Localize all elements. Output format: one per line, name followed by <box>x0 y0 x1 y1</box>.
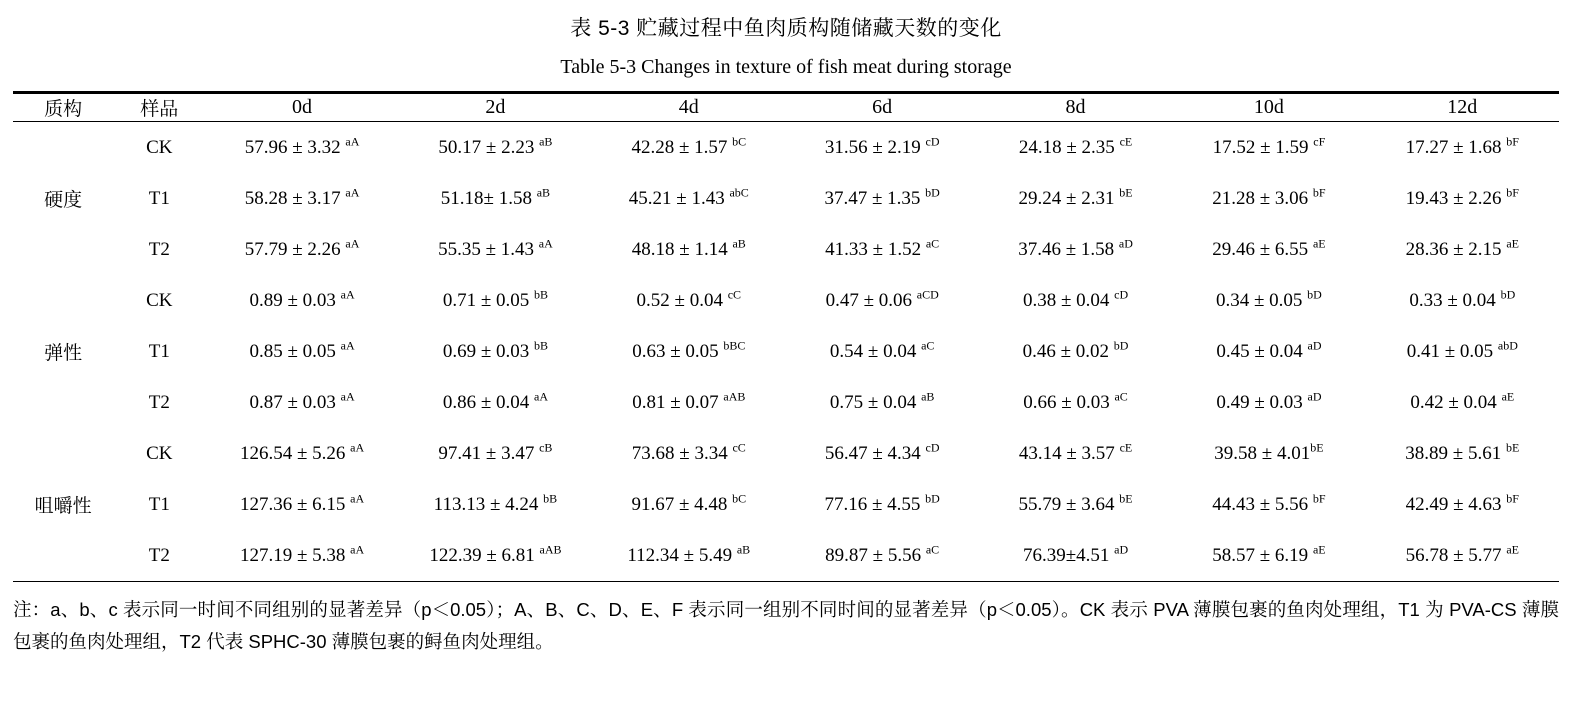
measurement-cell <box>592 428 785 479</box>
measurement-cell <box>1366 173 1559 224</box>
measurement-cell <box>205 173 398 224</box>
measurement-value: 50.17 ± 2.23 <box>438 136 540 158</box>
measurement-value: 0.49 ± 0.03 <box>1216 391 1308 413</box>
measurement-value: 0.69 ± 0.03 <box>442 340 534 362</box>
measurement-cell <box>785 122 978 174</box>
measurement-cell <box>592 377 785 428</box>
measurement-cell <box>592 173 785 224</box>
header-cell-day4: 4d <box>592 94 785 122</box>
measurement-value: 24.18 ± 2.35 <box>1018 136 1120 158</box>
measurement-value: 112.34 ± 5.49 <box>627 544 737 566</box>
measurement-cell <box>1366 275 1559 326</box>
significance-marker: aAB <box>723 389 746 404</box>
significance-marker: aA <box>350 542 365 557</box>
significance-marker: bB <box>543 491 558 506</box>
table-bottom-rule <box>13 582 1559 583</box>
measurement-value: 0.85 ± 0.05 <box>249 340 341 362</box>
measurement-value: 0.46 ± 0.02 <box>1022 340 1114 362</box>
significance-marker: bD <box>1307 287 1322 302</box>
measurement-cell <box>399 275 592 326</box>
significance-marker: bD <box>925 185 940 200</box>
measurement-cell <box>1172 479 1365 530</box>
measurement-value: 37.46 ± 1.58 <box>1018 238 1119 260</box>
measurement-value: 51.18± 1.58 <box>440 187 537 209</box>
sample-label: CK <box>146 136 173 158</box>
measurement-cell <box>1366 326 1559 377</box>
measurement-value: 0.45 ± 0.04 <box>1216 340 1308 362</box>
measurement-value: 56.78 ± 5.77 <box>1405 544 1507 566</box>
significance-marker: bE <box>1119 185 1133 200</box>
sample-label: T1 <box>148 493 170 515</box>
measurement-value: 0.75 ± 0.04 <box>829 391 922 413</box>
measurement-value: 17.52 ± 1.59 <box>1212 136 1314 158</box>
significance-marker: bB <box>534 338 549 353</box>
measurement-cell <box>1172 428 1365 479</box>
header-cell-texture: 质构 <box>13 94 113 122</box>
measurement-cell <box>1172 377 1365 428</box>
table-row <box>13 224 1559 275</box>
measurement-value: 0.87 ± 0.03 <box>249 391 341 413</box>
header-cell-day2: 2d <box>399 94 592 122</box>
significance-marker: cB <box>539 440 553 455</box>
significance-marker: bF <box>1506 134 1519 149</box>
measurement-value: 21.28 ± 3.06 <box>1212 187 1313 209</box>
significance-marker: bD <box>1113 338 1129 353</box>
measurement-value: 0.52 ± 0.04 <box>636 289 728 311</box>
significance-marker: aE <box>1506 542 1519 557</box>
texture-group-label: 硬度 <box>44 190 83 211</box>
significance-marker: cD <box>925 134 940 149</box>
measurement-value: 28.36 ± 2.15 <box>1405 238 1507 260</box>
measurement-cell <box>785 428 978 479</box>
measurement-cell <box>979 530 1172 582</box>
measurement-value: 19.43 ± 2.26 <box>1405 187 1507 209</box>
significance-marker: bF <box>1506 185 1519 200</box>
measurement-value: 44.43 ± 5.56 <box>1212 493 1313 515</box>
table-row <box>13 428 1559 479</box>
measurement-cell <box>979 224 1172 275</box>
measurement-cell <box>1366 224 1559 275</box>
measurement-cell <box>205 224 398 275</box>
significance-marker: bE <box>1310 440 1324 455</box>
measurement-value: 58.28 ± 3.17 <box>244 187 346 209</box>
measurement-cell <box>1172 224 1365 275</box>
sample-label: T2 <box>148 544 170 566</box>
measurement-cell <box>979 326 1172 377</box>
measurement-value: 55.35 ± 1.43 <box>438 238 539 260</box>
significance-marker: aA <box>340 338 355 353</box>
measurement-value: 58.57 ± 6.19 <box>1212 544 1313 566</box>
measurement-value: 45.21 ± 1.43 <box>628 187 730 209</box>
significance-marker: bBC <box>723 338 746 353</box>
significance-marker: bC <box>732 134 747 149</box>
measurement-value: 55.79 ± 3.64 <box>1018 493 1120 515</box>
measurement-cell <box>1172 530 1365 582</box>
header-cell-day0: 0d <box>205 94 398 122</box>
significance-marker: aA <box>345 134 360 149</box>
measurement-cell <box>399 173 592 224</box>
measurement-cell <box>399 377 592 428</box>
measurement-cell <box>1366 377 1559 428</box>
significance-marker: aD <box>1307 389 1322 404</box>
header-cell-day12: 12d <box>1366 94 1559 122</box>
measurement-value: 0.86 ± 0.04 <box>442 391 535 413</box>
sample-label: T2 <box>148 391 170 413</box>
measurement-value: 0.63 ± 0.05 <box>632 340 724 362</box>
measurement-cell <box>979 122 1172 174</box>
header-cell-day10: 10d <box>1172 94 1365 122</box>
measurement-cell <box>785 377 978 428</box>
measurement-value: 91.67 ± 4.48 <box>631 493 733 515</box>
header-cell-day6: 6d <box>785 94 978 122</box>
significance-marker: aB <box>732 236 746 251</box>
measurement-value: 48.18 ± 1.14 <box>631 238 733 260</box>
table-row <box>13 275 1559 326</box>
measurement-value: 113.13 ± 4.24 <box>433 493 544 515</box>
measurement-cell <box>785 479 978 530</box>
measurement-cell <box>979 275 1172 326</box>
measurement-cell <box>592 275 785 326</box>
texture-group-label: 咀嚼性 <box>34 496 92 517</box>
measurement-value: 0.34 ± 0.05 <box>1215 289 1308 311</box>
table-title-english: Table 5-3 Changes in texture of fish meat during storage <box>560 56 1012 78</box>
measurement-value: 0.42 ± 0.04 <box>1410 391 1502 413</box>
texture-data-table <box>13 91 1559 582</box>
texture-group-label: 弹性 <box>44 343 83 364</box>
significance-marker: aA <box>534 389 549 404</box>
significance-marker: cE <box>1119 134 1133 149</box>
measurement-cell <box>592 530 785 582</box>
measurement-cell <box>205 326 398 377</box>
measurement-cell <box>979 377 1172 428</box>
measurement-value: 31.56 ± 2.19 <box>824 136 926 158</box>
significance-marker: cD <box>1114 287 1129 302</box>
measurement-value: 29.24 ± 2.31 <box>1018 187 1120 209</box>
measurement-cell <box>1366 479 1559 530</box>
significance-marker: aE <box>1312 236 1326 251</box>
measurement-value: 37.47 ± 1.35 <box>824 187 926 209</box>
measurement-cell <box>205 428 398 479</box>
significance-marker: aB <box>536 185 551 200</box>
measurement-value: 57.96 ± 3.32 <box>244 136 346 158</box>
sample-label: CK <box>146 442 173 464</box>
table-row <box>13 122 1559 174</box>
table-row <box>13 326 1559 377</box>
significance-marker: aB <box>539 134 553 149</box>
measurement-cell <box>785 326 978 377</box>
significance-marker: aE <box>1501 389 1515 404</box>
measurement-cell <box>399 479 592 530</box>
measurement-value: 77.16 ± 4.55 <box>824 493 926 515</box>
measurement-cell <box>1172 122 1365 174</box>
measurement-cell <box>979 173 1172 224</box>
measurement-cell <box>1366 530 1559 582</box>
measurement-cell <box>399 428 592 479</box>
significance-marker: bC <box>732 491 747 506</box>
measurement-cell <box>1172 275 1365 326</box>
significance-marker: aA <box>350 440 365 455</box>
measurement-value: 97.41 ± 3.47 <box>438 442 540 464</box>
measurement-value: 0.81 ± 0.07 <box>632 391 724 413</box>
measurement-value: 127.19 ± 5.38 <box>239 544 351 566</box>
significance-marker: aB <box>921 389 935 404</box>
table-title-chinese: 表 5-3 贮藏过程中鱼肉质构随储藏天数的变化 <box>570 17 1002 40</box>
measurement-cell <box>205 530 398 582</box>
significance-marker: aA <box>350 491 365 506</box>
significance-marker: aC <box>925 542 940 557</box>
significance-marker: aA <box>340 287 355 302</box>
measurement-value: 73.68 ± 3.34 <box>631 442 733 464</box>
significance-marker: aE <box>1312 542 1326 557</box>
table-row <box>13 530 1559 582</box>
measurement-value: 0.33 ± 0.04 <box>1409 289 1501 311</box>
measurement-value: 76.39±4.51 <box>1022 544 1115 566</box>
measurement-cell <box>1172 173 1365 224</box>
measurement-value: 56.47 ± 4.34 <box>824 442 926 464</box>
measurement-value: 126.54 ± 5.26 <box>239 442 351 464</box>
significance-marker: aC <box>925 236 940 251</box>
measurement-value: 43.14 ± 3.57 <box>1018 442 1120 464</box>
measurement-cell <box>979 479 1172 530</box>
measurement-value: 41.33 ± 1.52 <box>825 238 926 260</box>
measurement-value: 0.71 ± 0.05 <box>442 289 534 311</box>
measurement-value: 0.47 ± 0.06 <box>825 289 917 311</box>
header-cell-sample: 样品 <box>113 94 205 122</box>
table-row <box>13 173 1559 224</box>
table-row <box>13 377 1559 428</box>
significance-marker: aD <box>1118 236 1133 251</box>
measurement-cell <box>399 224 592 275</box>
significance-marker: cD <box>925 440 940 455</box>
significance-marker: cF <box>1313 134 1326 149</box>
measurement-value: 0.89 ± 0.03 <box>249 289 341 311</box>
measurement-cell <box>205 377 398 428</box>
significance-marker: aE <box>1506 236 1519 251</box>
significance-marker: cC <box>732 440 746 455</box>
significance-marker: aA <box>345 185 360 200</box>
sample-label: T1 <box>148 187 170 209</box>
measurement-cell <box>785 275 978 326</box>
significance-marker: bB <box>534 287 549 302</box>
sample-label: T2 <box>148 238 170 260</box>
sample-label: CK <box>146 289 173 311</box>
measurement-value: 0.66 ± 0.03 <box>1023 391 1115 413</box>
measurement-value: 0.54 ± 0.04 <box>829 340 922 362</box>
significance-marker: bD <box>925 491 940 506</box>
measurement-cell <box>592 326 785 377</box>
measurement-cell <box>785 530 978 582</box>
measurement-value: 39.58 ± 4.01 <box>1214 442 1311 464</box>
significance-marker: bF <box>1312 491 1326 506</box>
measurement-cell <box>399 122 592 174</box>
sample-label: T1 <box>148 340 170 362</box>
significance-marker: aCD <box>916 287 939 302</box>
measurement-cell <box>1366 122 1559 174</box>
measurement-cell <box>1172 326 1365 377</box>
measurement-cell <box>785 224 978 275</box>
measurement-value: 17.27 ± 1.68 <box>1405 136 1507 158</box>
significance-marker: aD <box>1114 542 1129 557</box>
significance-marker: aC <box>921 338 935 353</box>
significance-marker: aA <box>538 236 553 251</box>
measurement-value: 29.46 ± 6.55 <box>1212 238 1313 260</box>
measurement-cell <box>205 479 398 530</box>
measurement-cell <box>592 479 785 530</box>
measurement-cell <box>1366 428 1559 479</box>
significance-marker: bF <box>1506 491 1519 506</box>
measurement-value: 89.87 ± 5.56 <box>825 544 926 566</box>
measurement-value: 42.49 ± 4.63 <box>1405 493 1507 515</box>
measurement-cell <box>205 122 398 174</box>
measurement-value: 0.38 ± 0.04 <box>1022 289 1115 311</box>
measurement-cell <box>592 224 785 275</box>
measurement-cell <box>205 275 398 326</box>
significance-marker: abC <box>729 185 749 200</box>
significance-marker: cC <box>727 287 742 302</box>
significance-marker: aA <box>340 389 355 404</box>
significance-marker: aB <box>736 542 751 557</box>
measurement-value: 42.28 ± 1.57 <box>631 136 733 158</box>
measurement-value: 57.79 ± 2.26 <box>244 238 346 260</box>
measurement-cell <box>592 122 785 174</box>
measurement-cell <box>399 326 592 377</box>
measurement-cell <box>979 428 1172 479</box>
table-footnote: 注：a、b、c 表示同一时间不同组别的显著差异（p＜0.05）；A、B、C、D、E、F 表示同一组别不同时间的显著差异（p＜0.05）。CK 表示 PVA 薄膜包裹的鱼肉处理组，T1 为 PVA-CS 薄膜包裹的鱼肉处理组，T2 代表 SPHC-30 薄膜包裹的鲟鱼肉处理组。 <box>13 599 1560 653</box>
measurement-cell <box>399 530 592 582</box>
measurement-cell <box>785 173 978 224</box>
measurement-value: 38.89 ± 5.61 <box>1405 442 1506 464</box>
significance-marker: aAB <box>539 542 562 557</box>
significance-marker: cE <box>1119 440 1133 455</box>
significance-marker: bD <box>1500 287 1516 302</box>
measurement-value: 127.36 ± 6.15 <box>239 493 351 515</box>
significance-marker: aA <box>345 236 360 251</box>
table-header-row <box>13 94 1559 122</box>
significance-marker: abD <box>1497 338 1518 353</box>
significance-marker: aD <box>1307 338 1322 353</box>
header-cell-day8: 8d <box>979 94 1172 122</box>
significance-marker: bF <box>1312 185 1326 200</box>
measurement-value: 0.41 ± 0.05 <box>1406 340 1498 362</box>
significance-marker: bE <box>1505 440 1520 455</box>
table-row <box>13 479 1559 530</box>
significance-marker: aC <box>1114 389 1128 404</box>
measurement-value: 122.39 ± 6.81 <box>429 544 540 566</box>
significance-marker: bE <box>1119 491 1133 506</box>
